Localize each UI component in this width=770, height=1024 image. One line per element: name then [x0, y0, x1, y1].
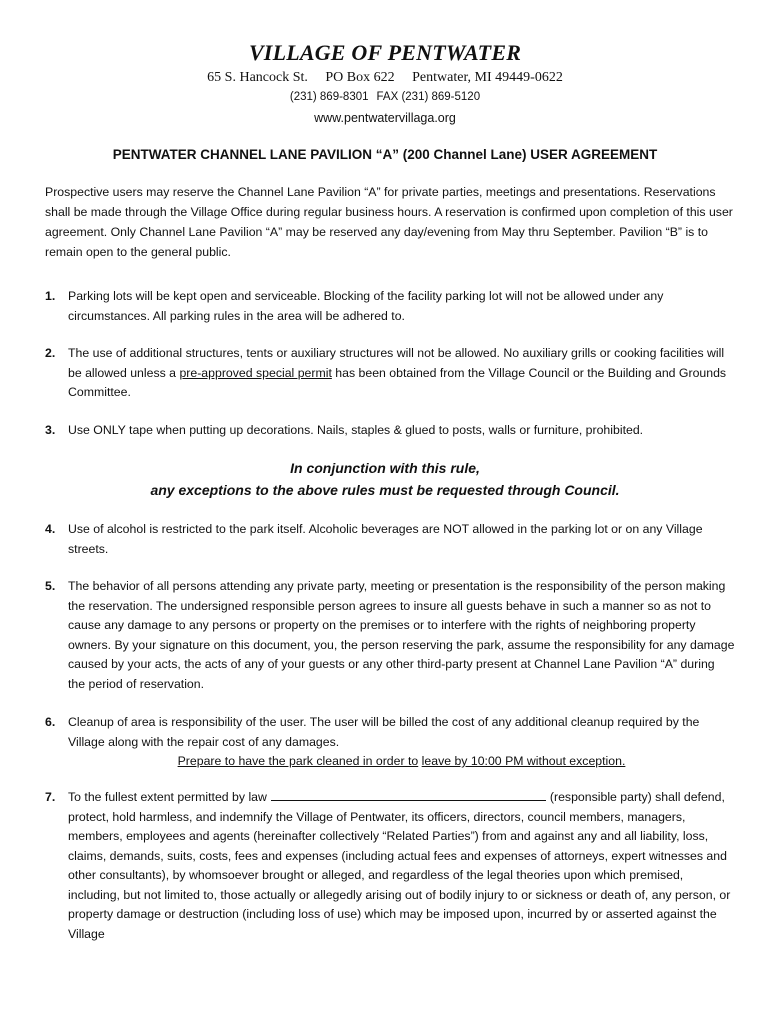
rule-number: 3. — [45, 423, 56, 437]
cleanup-deadline-notice — [68, 752, 735, 772]
po-box: PO Box 622 — [325, 70, 395, 85]
cleanup-instruction: Prepare to have the park cleaned in order to — [177, 754, 419, 768]
rule-text-part: To the fullest extent permitted by law — [68, 790, 267, 804]
rule-text — [68, 344, 735, 403]
agreement-heading: PENTWATER CHANNEL LANE PAVILION “A” (200 Channel Lane) USER AGREEMENT — [112, 147, 658, 162]
notice-line-1: In conjunction with this rule, — [290, 460, 480, 476]
notice-line-2: any exceptions to the above rules must be requested through Council. — [150, 482, 620, 498]
rule-text-part: has been obtained from the Village Council or the Building and Grounds Committee. — [68, 365, 727, 399]
rule-item-3 — [45, 421, 735, 441]
village-title: VILLAGE OF PENTWATER — [248, 40, 522, 65]
rule-text — [68, 713, 735, 772]
rule-text: The behavior of all persons attending any private party, meeting or presentation is the responsibility of the person making the reservation. The undersigned responsible person agrees to insure all guests behave in such a manner so as not to cause any damage to any persons or property on the premises or to interfere with the rights of neighboring property owners. By your signature on this document, you, the person reserving the park, assume the responsibility for any damage caused by your acts, the acts of any of your guests or any other third-party present at Channel Lane Pavilion “A” during the period of reservation. — [68, 579, 735, 691]
contact-line — [0, 91, 770, 103]
special-permit-term: pre-approved special permit — [179, 365, 332, 380]
rule-item-6 — [45, 713, 735, 772]
responsible-party-blank[interactable] — [271, 788, 546, 801]
rule-text: Parking lots will be kept open and serviceable. Blocking of the facility parking lot will not be allowed under any circumstances. All parking rules in the area will be adhered to. — [68, 289, 664, 323]
leave-deadline: leave by 10:00 PM without exception. — [421, 754, 626, 768]
rule-item-4 — [45, 520, 735, 559]
rule-text: Use of alcohol is restricted to the park itself. Alcoholic beverages are NOT allowed in the parking lot or on any Village streets. — [68, 522, 703, 556]
rule-item-7 — [45, 788, 735, 944]
rule-number: 7. — [45, 790, 56, 804]
phone-number: (231) 869-8301 — [289, 91, 369, 103]
rule-number: 1. — [45, 289, 56, 303]
rule-number: 5. — [45, 579, 56, 593]
rule-number: 4. — [45, 522, 56, 536]
rule-text: Use ONLY tape when putting up decorations. Nails, staples & glued to posts, walls or furniture, prohibited. — [68, 423, 644, 437]
rule-text-part: The use of additional structures, tents or auxiliary structures will not be allowed. No auxiliary grills or cooking facilities will be allowed unless a — [68, 346, 725, 380]
rule-number: 6. — [45, 715, 56, 729]
rule-item-2 — [45, 344, 735, 403]
intro-paragraph: Prospective users may reserve the Channel Lane Pavilion “A” for private parties, meetings and presentations. Reservations shall be made through the Village Office during regular business hours. A reservation is confirmed upon completion of this user agreement. Only Channel Lane Pavilion “A” may be reserved any day/evening from May thru September. Pavilion “B” is to remain open to the general public. — [45, 185, 733, 259]
city-state-zip: Pentwater, MI 49449-0622 — [412, 70, 563, 85]
street-address: 65 S. Hancock St. — [207, 70, 308, 85]
rule-text-part: Cleanup of area is responsibility of the user. The user will be billed the cost of any additional cleanup required by the Village along with the repair cost of any damages. — [68, 715, 700, 749]
rule-text — [68, 788, 735, 944]
fax-number: FAX (231) 869-5120 — [376, 91, 481, 103]
website: www.pentwatervillaga.org — [314, 111, 456, 125]
council-exception-notice — [0, 457, 770, 501]
rule-text-part: (responsible party) shall defend, protect, hold harmless, and indemnify the Village of Pentwater, its officers, directors, council members, managers, members, employees and agents (hereinafter collectively “Related Parties”) from and against any and all liability, loss, claims, demands, suits, costs, fees and expenses (including actual fees and expenses of attorneys, expert witnesses and other consultants), by whomsoever brought or alleged, and regardless of the legal theories upon which premised, including, but not limited to, those actually or allegedly arising out of bodily injury to or sickness or death of, any person, or property damage or destruction (including loss of use) which may be imposed upon, incurred by or asserted against the Village — [68, 790, 731, 941]
rule-item-5 — [45, 577, 735, 694]
address-line — [0, 70, 770, 86]
rule-number: 2. — [45, 346, 56, 360]
rule-item-1 — [45, 287, 735, 326]
